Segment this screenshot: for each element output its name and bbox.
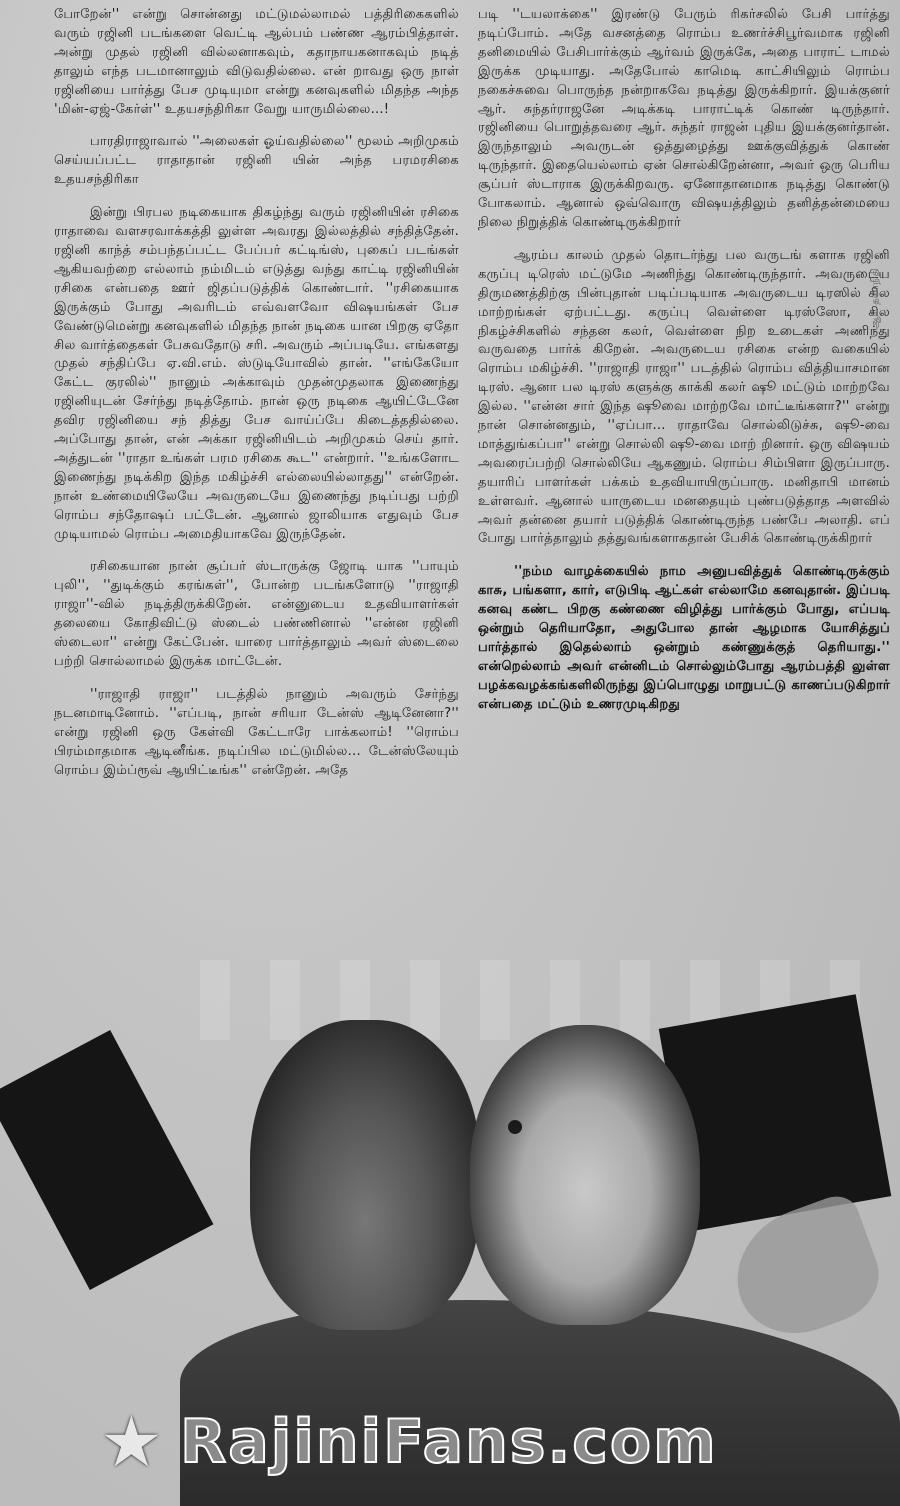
watermark-logo xyxy=(100,1392,800,1492)
bindi xyxy=(508,1120,522,1134)
paragraph: படி ''டயலாக்கை'' இரண்டு பேரும் ரிகர்சலில் பேசி பார்த்து நடிப்போம். அதே வசனத்தை ரொம்ப உணர்ச்சிபூர்வமாக ரஜினி தனிமையில் பேசிபார்க்கும் ஆர்வம் இருக்கே, அதை பாராட் டாமல் இருக்க முடியாது. அதேபோல் காமெடி காட்சியிலும் ரொம்ப நகைச்சுவை பொருந்த நன்றாகவே நடித்து இருக்கிறார். இயக்குனர் ஆர். சுந்தர்ராஜனே அடிக்கடி பாராட்டிக் கொண் டிருந்தார். ரஜினியை பொறுத்தவரை ஆர். சுந்தர் ராஜன் புதிய இயக்குனர்தான். இருந்தாலும் அவருடன் ஒத்துழைத்து ஊக்குவித்துக் கொண் டிருந்தார். இதையெல்லாம் ஏன் சொல்கிறேன்னா, அவர் ஒரு பெரிய சூப்பர் ஸ்டாராக இருக்கிறவரு. ஏனோதானமாக நடித்து கொண்டு போகலாம். ஆனால் ஒவ்வொரு விஷயத்திலும் தனித்தன்மையை நிலை நிறுத்திக் கொண்டிருக்கிறார் xyxy=(478,7,890,230)
photo-woman-face xyxy=(470,1025,700,1325)
photo-man-face xyxy=(250,1020,480,1330)
paragraph: ''ராஜாதி ராஜா'' படத்தில் நானும் அவரும் சேர்ந்து நடனமாடினோம். ''எப்படி, நான் சரியா டேன்ஸ் ஆடினேனா?'' என்று ரஜினி ஒரு கேள்வி கேட்டாரே பாக்கலாம்! ''ரொம்ப பிரம்மாதமாக ஆடினீங்க. நடிப்பில மட்டுமில்ல... டேன்ஸ்லேயும் ரொம்ப இம்ப்ரூவ் ஆயிட்டீங்க'' என்றேன். அதே xyxy=(54,686,459,778)
quote-paragraph: ''நம்ம வாழக்கையில் நாம அனுபவித்துக் கொண்டிருக்கும் காசு, பங்களா, கார், எடுபிடி ஆட்கள் எல்லாமே கனவுதான். இப்படி கனவு கண்ட பிறகு கண்ணை விழித்து பார்க்கும் போது, எப்படி ஒன்றும் தெரியாதோ, அதுபோல தான் ஆழமாக யோசித்துப் பார்த்தால் இதெல்லாம் ஒன்றும் கண்ணுக்குத் தெரியாது.'' என்றெல்லாம் அவர் என்னிடம் சொல்லும்போது ஆரம்பத்தி லுள்ள பழக்கவழக்கங்களிலிருந்து இப்பொழுது மாறுபட்டு காணப்படுகிறார் என்பதை மட்டும் உணரமுடிகிறது xyxy=(478,564,890,712)
paragraph: இன்று பிரபல நடிகையாக திகழ்ந்து வரும் ரஜினியின் ரசிகை ராதாவை வளசரவாக்கத்தி லுள்ள அவரது இல்லத்தில் சந்தித்தேன். ரஜினி காந்த் சம்பந்தப்பட்ட பேப்பர் கட்டிங்ஸ், புகைப் படங்கள் ஆகியவற்றை எல்லாம் நம்மிடம் எடுத்து வந்து காட்டி ரஜினியின் ரசிகை என்பதை ஊர் ஜிதப்படுத்திக் கொண்டார். ''ரசிகையாக இருக்கும் போது அவரிடம் எவ்வளவோ விஷயங்கள் பேச வேண்டுமென்று கனவுகளில் மிதந்த நான் நடிகை யான பிறகு ஏதோ சில வார்த்தைகள் பேசுவதோடு சரி. அவரும் அப்படியே. எங்களது முதல் சந்திப்பே ஏ.வி.எம். ஸ்டுடியோவில் தான். ''எங்கேயோ கேட்ட குரலில்'' நானும் அக்காவும் முதன்முதலாக இணைந்து ரஜினியுடன் சேர்ந்து நடித்தோம். நான் ஒரு நடிகை ஆயிட்டேனே தவிர ரஜினியை சந் தித்து பேச வாய்ப்பே கிடைத்ததில்லை. அப்போது தான், என் அக்கா ரஜினியிடம் அறிமுகம் செய் தார். அத்துடன் ''ராதா உங்கள் பரம ரசிகை கூட'' என்றார். ''உங்களோட இணைந்து நடிக்கிற இந்த மகிழ்ச்சி எல்லையில்லாதது'' என்றேன். நான் உண்மையிலேயே அவருடையே இணைந்து நடிப்பது பற்றி ரொம்ப சந்தோஷப் பட்டேன். ஆனால் ஜாலியாக எதுவும் பேச முடியாமல் ரொம்ப அமைதியாகவே இருந்தேன். xyxy=(54,205,459,542)
photo-credit: ஆர். தயாநிதி xyxy=(870,268,881,330)
article-right-column xyxy=(478,6,890,729)
watermark-text: RajiniFans.com xyxy=(180,1407,718,1477)
paragraph: பாரதிராஜாவால் ''அலைகள் ஓய்வதில்லை'' மூலம் அறிமுகம் செய்யப்பட்ட ராதாதான் ரஜினி யின் அந்த பரமரசிகை உதயசந்திரிகா xyxy=(54,134,459,188)
star-icon: ★ xyxy=(100,1401,163,1483)
paragraph: போறேன்'' என்று சொன்னது மட்டுமல்லாமல் பத்திரிகைகளில் வரும் ரஜினி படங்களை வெட்டி ஆல்பம் பண்ண ஆரம்பித்தாள். அன்று முதல் ரஜினி வில்லனாகவும், கதாநாயகனாகவும் நடித் தாலும் எந்த படமானாலும் விடுவதில்லை. என் றாவது ஒரு நாள் ரஜினியை பார்த்து பேச முடியுமா என்று கனவுகளில் மிதந்த அந்த 'மின்-ஏஜ்-கேர்ள்'' உதயசந்திரிகா வேறு யாருமில்லை...! xyxy=(54,7,459,117)
paragraph: ஆரம்ப காலம் முதல் தொடர்ந்து பல வருடங் களாக ரஜினி கருப்பு டிரெஸ் மட்டுமே அணிந்து கொண்டிருந்தார். அவருடைய திருமணத்திற்கு பின்புதான் படிப்படியாக அவருடைய டிரஸில் சில மாற்றங்கள் ஏற்பட்டது. கருப்பு வெள்ளை டிரஸ்ஸோ, சில நிகழ்ச்சிகளில் சந்தன கலர், வெள்ளை நிற உடைகள் அணிந்து வருவதை பார்க் கிறேன். அவருடைய ரசிகை என்ற வகையில் ரொம்ப மகிழ்ச்சி. ''ராஜாதி ராஜா'' படத்தில் ரொம்ப வித்தியாசமான டிரஸ். ஆனா பல டிரஸ் களுக்கு காக்கி கலர் ஷூ மட்டும் மாற்றவே இல்ல. ''என்ன சார் இந்த ஷூவை மாற்றவே மாட்டீங்களா?'' என்று நான் சொன்னதும், ''ஏப்பா... ராதாவே சொல்லிடுச்சு, ஷூ-வை மாத்துங்கப்பா'' என்று சொல்லி ஷூ-வை மாற் றினார். ஒரு விஷயம் அவரைப்பற்றி சொல்லியே ஆகணும். ரொம்ப சிம்பிளா இருப்பாரு. தயாரிப் பாளர்கள் பக்கம் உதவியாயிருப்பாரு. மனிதாபி மானம் உள்ளவர். ஆனால் யாருடைய மனதையும் புண்படுத்தாத அளவில் அவர் தன்னை தயார் படுத்திக் கொண்டிருந்த பண்பே அலாதி. எப் போது பார்த்தாலும் தத்துவங்களாகதான் பேசிக் கொண்டிருக்கிறார் xyxy=(478,247,890,547)
paragraph: ரசிகையான நான் சூப்பர் ஸ்டாருக்கு ஜோடி யாக ''பாயும் புலி'', ''துடிக்கும் கரங்கள்'', போன்ற படங்களோடு ''ராஜாதி ராஜா''-வில் நடித்திருக்கிறேன். என்னுடைய உதவியாளர்கள் தலையை கோதிவிட்டு ஸ்டைல் பண்ணினால் ''என்ன ரஜினி ஸ்டைலா'' என்று கேட்பேன். யாரை பார்த்தாலும் அவர் ஸ்டைலை பற்றி சொல்லாமல் இருக்க மாட்டேன். xyxy=(54,559,459,669)
article-left-column xyxy=(54,6,459,794)
